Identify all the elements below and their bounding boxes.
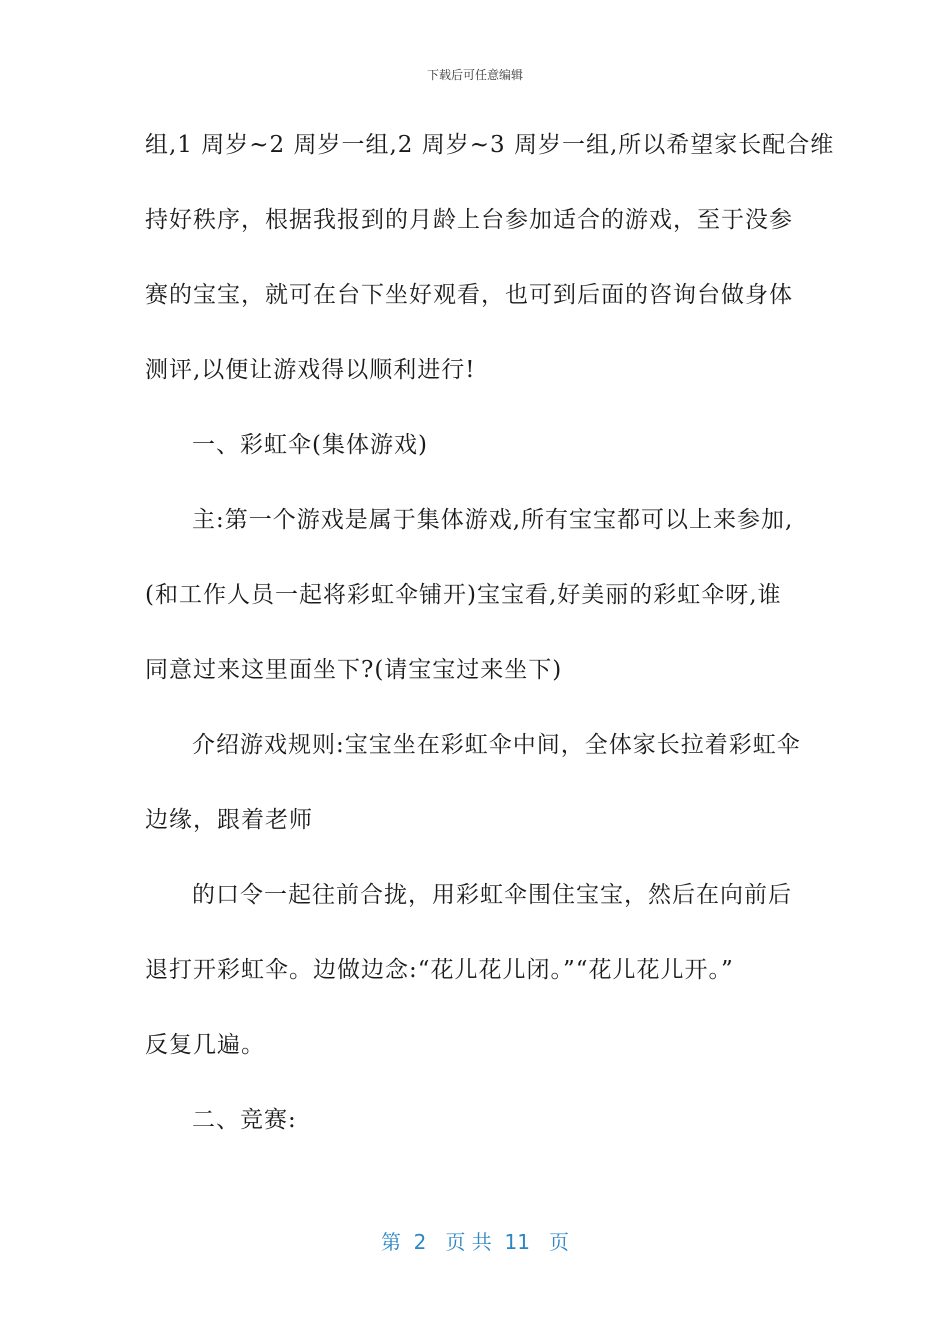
body-line-7: (和工作人员一起将彩虹伞铺开)宝宝看,好美丽的彩虹伞呀,谁 xyxy=(145,582,782,608)
section-heading-1: 一、彩虹伞(集体游戏) xyxy=(192,432,428,458)
body-line-12: 退打开彩虹伞。边做边念:“花儿花儿闭。”“花儿花儿开。” xyxy=(145,957,734,983)
body-line-13: 反复几遍。 xyxy=(145,1032,265,1058)
body-line-4: 测评,以便让游戏得以顺利进行! xyxy=(145,357,476,383)
body-line-10: 边缘，跟着老师 xyxy=(145,807,313,833)
body-line-9: 介绍游戏规则:宝宝坐在彩虹伞中间，全体家长拉着彩虹伞 xyxy=(192,732,801,758)
page-header: 下载后可任意编辑 xyxy=(426,68,523,82)
body-line-8: 同意过来这里面坐下?(请宝宝过来坐下) xyxy=(145,657,563,683)
body-line-11: 的口令一起往前合拢，用彩虹伞围住宝宝，然后在向前后 xyxy=(192,882,792,908)
body-line-3: 赛的宝宝，就可在台下坐好观看，也可到后面的咨询台做身体 xyxy=(145,282,793,308)
body-line-1: 组,1 周岁~2 周岁一组,2 周岁~3 周岁一组,所以希望家长配合维 xyxy=(145,132,835,158)
page-number-footer: 第 2 页 共 11 页 xyxy=(380,1230,570,1254)
body-line-6: 主:第一个游戏是属于集体游戏,所有宝宝都可以上来参加, xyxy=(192,507,794,533)
section-heading-2: 二、竞赛: xyxy=(192,1107,297,1133)
body-line-2: 持好秩序，根据我报到的月龄上台参加适合的游戏，至于没参 xyxy=(145,207,793,233)
